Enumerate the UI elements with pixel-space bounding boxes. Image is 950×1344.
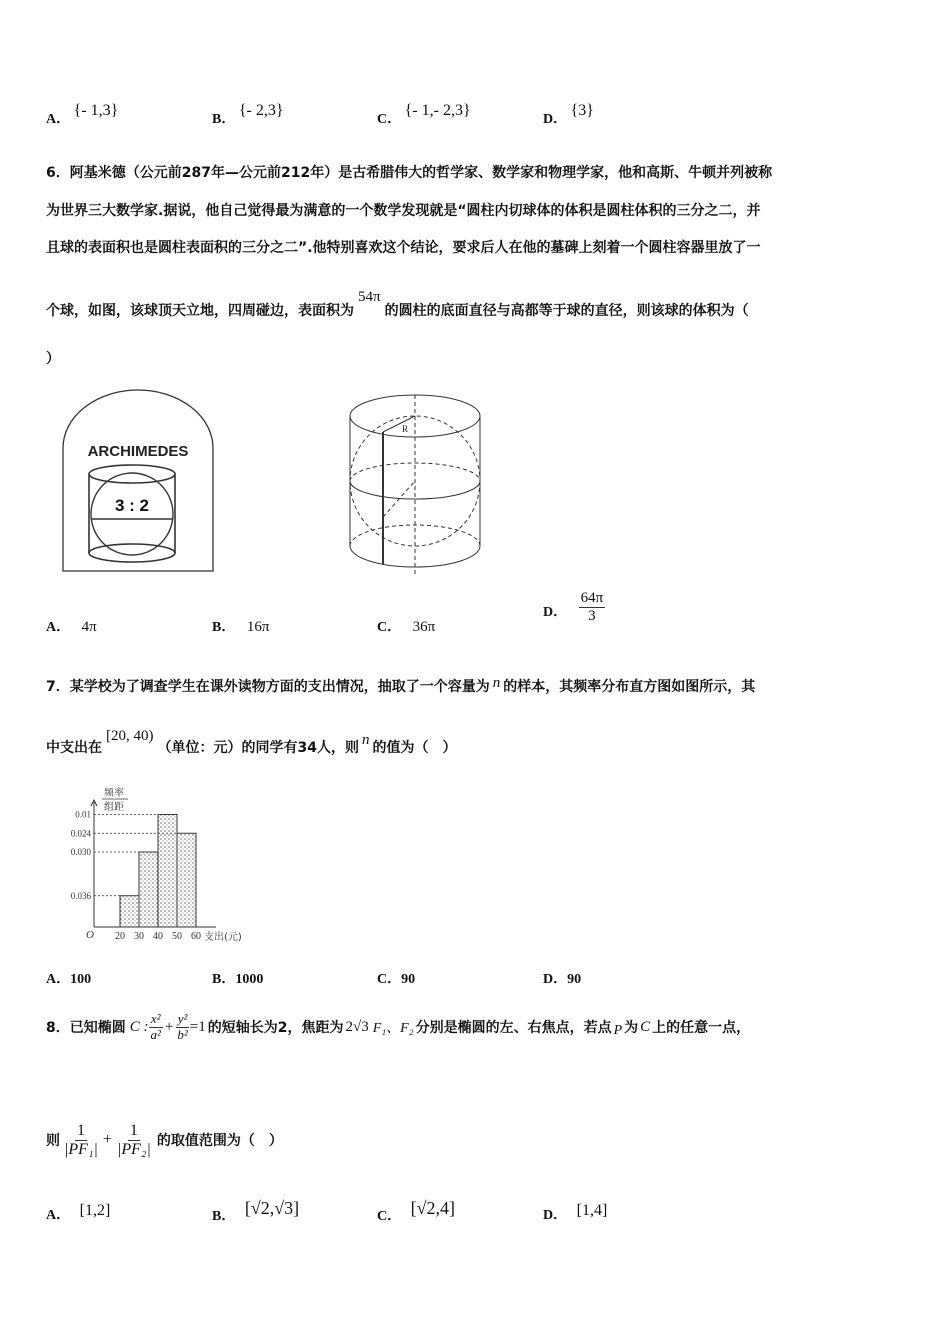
q8-line1-text-c: 分别是椭圆的左、右焦点，若点 [415, 1020, 612, 1036]
option-label: A． [46, 1208, 71, 1223]
q5-option-a [46, 102, 119, 128]
option-label: C． [377, 972, 402, 987]
option-label: C． [377, 1209, 402, 1224]
q8-line2-text-a: 则 [46, 1133, 60, 1149]
q6-text-line-4 [46, 289, 749, 320]
q6-text-line-2: 为世界三大数学家.据说，他自己觉得最为满意的一个数学发现就是“圆柱内切球体的体积是圆柱体积的三分之二，并 [46, 203, 761, 219]
q5-option-c [377, 102, 471, 128]
radius-label: R [402, 424, 409, 434]
option-label: C． [377, 620, 402, 635]
q8-option-a [46, 1204, 110, 1224]
histogram-bar [177, 833, 196, 927]
option-label: B． [212, 972, 236, 987]
q8-option-b [212, 1198, 300, 1225]
fraction-numerator: x² [150, 1011, 161, 1027]
ylabel-bottom: 组距 [104, 802, 124, 813]
q7-option-a [46, 968, 91, 988]
q8-text-line-2 [46, 1112, 283, 1168]
q7-option-c [377, 968, 415, 988]
histogram-x-ticks [115, 931, 201, 942]
y-tick-label: 0.030 [70, 847, 91, 857]
histogram-bar [120, 896, 139, 927]
q6-option-c [377, 616, 435, 636]
option-value: 90 [567, 972, 582, 987]
x-tick-label: 20 [115, 931, 125, 942]
option-label: B． [212, 112, 236, 127]
interval-expr: [20, 40) [106, 728, 154, 744]
fraction-numerator: 1 [129, 1121, 138, 1139]
option-value: 90 [401, 972, 416, 987]
option-label: A． [46, 620, 71, 635]
y-tick-label: 0.024 [70, 828, 91, 839]
archimedes-tomb-figure [60, 388, 220, 574]
sample-size-var: n [492, 675, 501, 691]
fraction-denominator: a² [150, 1026, 161, 1042]
reciprocal-pf2 [115, 1122, 153, 1158]
ylabel-top: 频率 [104, 788, 124, 799]
q7-text-line-2 [46, 728, 457, 757]
tomb-ratio: 3 : 2 [114, 496, 150, 515]
x-tick-label: 30 [134, 931, 144, 942]
option-value: {- 1,3} [73, 102, 119, 119]
option-value: [√2,√3] [244, 1198, 300, 1218]
ellipse-c: C [640, 1018, 651, 1035]
x-tick-label: 60 [191, 931, 201, 942]
reciprocal-pf1 [62, 1122, 100, 1158]
option-value: {- 1,- 2,3} [404, 102, 471, 119]
option-value: {3} [570, 102, 594, 119]
option-label: C． [377, 112, 402, 127]
y-tick-label: 0.036 [70, 890, 91, 901]
option-label: A． [46, 972, 71, 987]
xlabel: 支出(元) [204, 932, 242, 943]
x-tick-label: 40 [153, 931, 163, 942]
point-p: P [613, 1023, 623, 1038]
option-value: {- 2,3} [238, 102, 284, 119]
q6-text-line-3: 且球的表面积也是圆柱表面积的三分之二”.他特别喜欢这个结论，要求后人在他的墓碑上刻着一个圆柱容器里放了一 [46, 240, 761, 256]
q8-line1-text-a: 8．已知椭圆 [46, 1020, 126, 1036]
tomb-cylinder-top [89, 465, 175, 483]
q8-option-c [377, 1198, 455, 1225]
q7-line2-text-b: （单位：元）的同学有34人，则 [157, 740, 359, 756]
q5-option-b [212, 102, 284, 128]
option-value: 16π [246, 619, 270, 635]
option-value: 100 [70, 972, 92, 987]
fraction-denominator: |PF₁| [64, 1140, 98, 1158]
q7-line2-text-c: 的值为（ ） [372, 740, 457, 756]
fraction-denominator: |PF₂| [116, 1140, 151, 1158]
q8-line1-text-e: 上的任意一点， [652, 1020, 751, 1036]
surface-area-expr: 54π [358, 289, 381, 305]
q6-option-b [212, 616, 269, 636]
q7-line1-text-a: 7．某学校为了调查学生在课外读物方面的支出情况，抽取了一个容量为 [46, 679, 490, 695]
option-value: [1,2] [79, 1202, 111, 1219]
tomb-title: ARCHIMEDES [87, 443, 189, 460]
q6-text-line-5: ） [46, 351, 60, 367]
option-label: A． [46, 112, 71, 127]
option-value: 1000 [235, 972, 264, 987]
sample-size-var: n [361, 732, 370, 748]
option-label: B． [212, 1209, 236, 1224]
plus-sign: + [164, 1018, 174, 1035]
option-label: D． [543, 1208, 568, 1223]
histogram-bar [158, 815, 177, 928]
q8-line2-text-b: 的取值范围为（ ） [156, 1133, 283, 1149]
q5-option-d [543, 102, 594, 128]
fraction-numerator: y² [177, 1011, 188, 1027]
q8-line1-text-d: 为 [624, 1020, 639, 1036]
q8-text-line-1 [46, 1002, 750, 1052]
option-label: D． [543, 972, 568, 987]
fraction-denominator: 3 [588, 607, 596, 624]
focal-length-expr: 2√3 [345, 1018, 369, 1035]
cylinder-sphere-figure [340, 392, 490, 578]
option-value: [1,4] [576, 1202, 608, 1219]
y-term-fraction [175, 1012, 189, 1042]
option-label: B． [212, 620, 236, 635]
x-tick-label: 50 [172, 931, 182, 942]
tomb-cylinder-bottom [89, 544, 175, 562]
q8-line1-text-b: 的短轴长为2，焦距为 [207, 1020, 344, 1036]
option-label: D． [543, 112, 568, 127]
histogram-bar [139, 852, 158, 927]
histogram-y-ticks [71, 810, 92, 901]
y-tick-label: 0.01 [75, 809, 91, 820]
q7-option-d [543, 968, 581, 988]
origin-label: O [86, 929, 94, 941]
x-term-fraction [149, 1012, 163, 1042]
option-value-fraction [579, 590, 606, 624]
option-value: [√2,4] [410, 1198, 455, 1218]
fraction-numerator: 1 [76, 1121, 85, 1139]
q6-option-d [543, 590, 605, 624]
foci-names: F₁、F₂ [372, 1021, 414, 1036]
q6-text-line-1: 6．阿基米德（公元前287年—公元前212年）是古希腊伟大的哲学家、数学家和物理学家，他和高斯、牛顿并列被称 [46, 165, 773, 181]
q7-option-b [212, 968, 263, 988]
ellipse-name: C : [129, 1018, 149, 1035]
histogram-bars [120, 815, 196, 928]
q7-line1-text-b: 的样本，其频率分布直方图如图所示，其 [503, 679, 756, 695]
q6-option-a [46, 616, 97, 636]
q6-line4-text-b: 的圆柱的底面直径与高都等于球的直径，则该球的体积为（ [384, 303, 749, 319]
q7-text-line-1 [46, 676, 755, 696]
option-label: D． [543, 605, 568, 621]
fraction-numerator: 64π [580, 590, 604, 606]
q7-line2-text-a: 中支出在 [46, 740, 102, 756]
frequency-histogram [56, 782, 266, 948]
fraction-denominator: b² [177, 1026, 188, 1042]
option-value: 4π [81, 619, 97, 635]
equals-one: =1 [189, 1018, 206, 1035]
option-value: 36π [412, 619, 436, 635]
q6-line4-text-a: 个球，如图，该球顶天立地，四周碰边，表面积为 [46, 303, 354, 319]
plus-sign: + [102, 1131, 112, 1148]
q8-option-d [543, 1204, 607, 1224]
